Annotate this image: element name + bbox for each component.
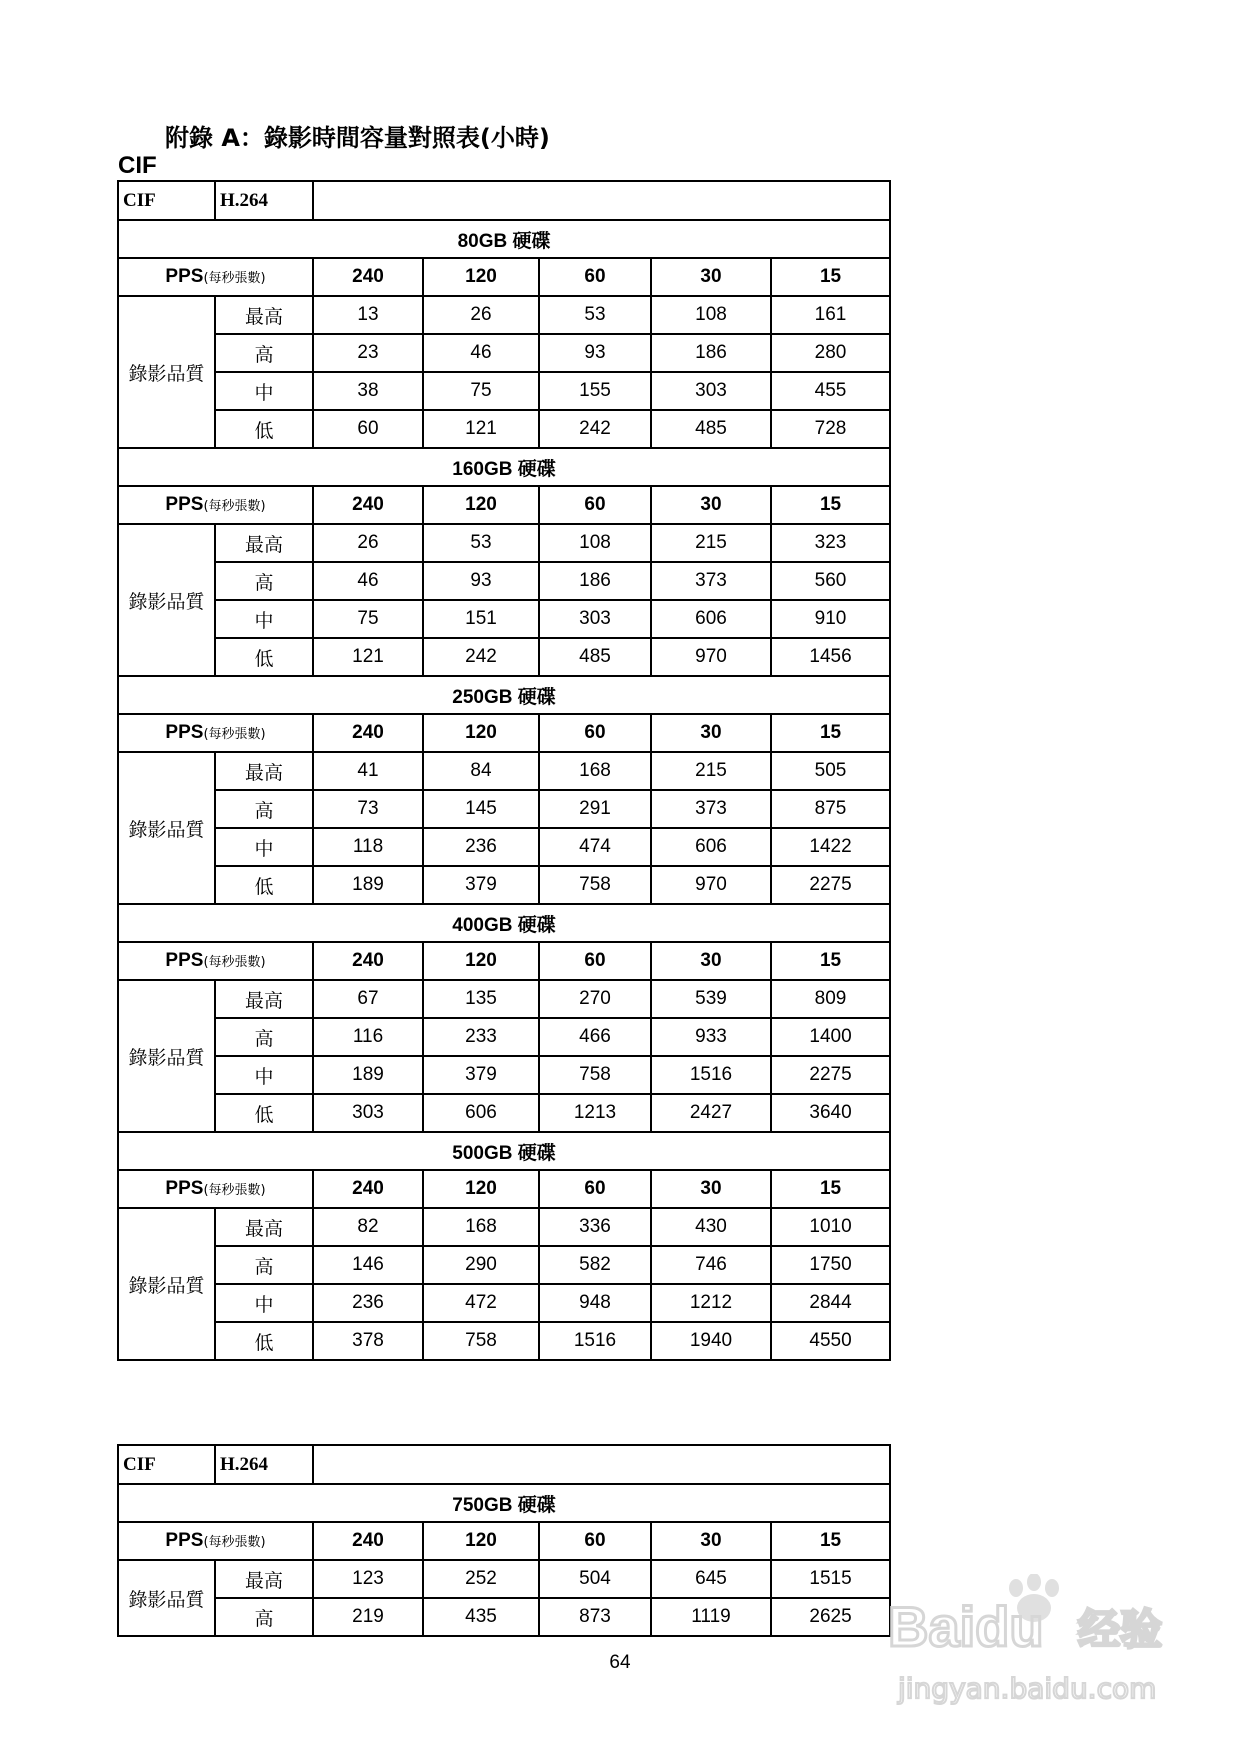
baidu-jingyan-watermark xyxy=(888,1574,1188,1724)
pps-sub-label: (每秒張數) xyxy=(203,1183,266,1198)
watermark-url: jingyan.baidu.com xyxy=(898,1672,1157,1705)
hours-cell: 539 xyxy=(651,980,771,1018)
hours-cell: 215 xyxy=(651,524,771,562)
quality-level: 低 xyxy=(215,1094,313,1132)
pps-value: 30 xyxy=(651,714,771,752)
quality-row xyxy=(118,980,890,1018)
hours-cell: 758 xyxy=(423,1322,539,1360)
quality-level: 中 xyxy=(215,1284,313,1322)
recording-time-table-2 xyxy=(117,1444,891,1637)
hours-cell: 485 xyxy=(651,410,771,448)
hours-cell: 2275 xyxy=(771,1056,890,1094)
hours-cell: 2275 xyxy=(771,866,890,904)
pps-row xyxy=(118,942,890,980)
pps-label xyxy=(118,258,313,296)
pps-label xyxy=(118,1170,313,1208)
hours-cell: 155 xyxy=(539,372,651,410)
hours-cell: 582 xyxy=(539,1246,651,1284)
pps-value: 15 xyxy=(771,1522,890,1560)
hours-cell: 161 xyxy=(771,296,890,334)
pps-value: 15 xyxy=(771,258,890,296)
hours-cell: 215 xyxy=(651,752,771,790)
hours-cell: 75 xyxy=(423,372,539,410)
codec-label: H.264 xyxy=(215,1445,313,1484)
hours-cell: 236 xyxy=(313,1284,423,1322)
hours-cell: 242 xyxy=(539,410,651,448)
hours-cell: 970 xyxy=(651,866,771,904)
pps-value: 60 xyxy=(539,1522,651,1560)
pps-value: 120 xyxy=(423,258,539,296)
pps-sub-label: (每秒張數) xyxy=(203,271,266,286)
pps-label-text: PPS xyxy=(165,266,204,287)
hours-cell: 303 xyxy=(539,600,651,638)
pps-value: 15 xyxy=(771,486,890,524)
quality-level: 高 xyxy=(215,1018,313,1056)
hours-cell: 1516 xyxy=(651,1056,771,1094)
quality-level: 高 xyxy=(215,790,313,828)
quality-row xyxy=(118,866,890,904)
codec-header-blank xyxy=(313,1445,890,1484)
pps-value: 120 xyxy=(423,714,539,752)
pps-value: 240 xyxy=(313,486,423,524)
hours-cell: 93 xyxy=(539,334,651,372)
hours-cell: 606 xyxy=(651,600,771,638)
hours-cell: 75 xyxy=(313,600,423,638)
hours-cell: 645 xyxy=(651,1560,771,1598)
hours-cell: 323 xyxy=(771,524,890,562)
capacity-row xyxy=(118,904,890,942)
capacity-row xyxy=(118,448,890,486)
pps-label-text: PPS xyxy=(165,950,204,971)
pps-label xyxy=(118,1522,313,1560)
capacity-heading: 80GB 硬碟 xyxy=(118,220,890,258)
pps-value: 30 xyxy=(651,1170,771,1208)
codec-header-blank xyxy=(313,181,890,220)
hours-cell: 82 xyxy=(313,1208,423,1246)
capacity-heading: 400GB 硬碟 xyxy=(118,904,890,942)
quality-level: 低 xyxy=(215,1322,313,1360)
pps-sub-label: (每秒張數) xyxy=(203,727,266,742)
hours-cell: 236 xyxy=(423,828,539,866)
hours-cell: 378 xyxy=(313,1322,423,1360)
pps-sub-label: (每秒張數) xyxy=(203,1535,266,1550)
hours-cell: 435 xyxy=(423,1598,539,1636)
quality-label: 錄影品質 xyxy=(118,524,215,676)
hours-cell: 233 xyxy=(423,1018,539,1056)
hours-cell: 430 xyxy=(651,1208,771,1246)
pps-value: 30 xyxy=(651,258,771,296)
hours-cell: 1119 xyxy=(651,1598,771,1636)
hours-cell: 219 xyxy=(313,1598,423,1636)
quality-row xyxy=(118,828,890,866)
quality-row xyxy=(118,790,890,828)
pps-row xyxy=(118,258,890,296)
hours-cell: 472 xyxy=(423,1284,539,1322)
hours-cell: 13 xyxy=(313,296,423,334)
hours-cell: 146 xyxy=(313,1246,423,1284)
hours-cell: 746 xyxy=(651,1246,771,1284)
quality-row xyxy=(118,1094,890,1132)
hours-cell: 252 xyxy=(423,1560,539,1598)
capacity-row xyxy=(118,676,890,714)
hours-cell: 291 xyxy=(539,790,651,828)
hours-cell: 379 xyxy=(423,866,539,904)
pps-value: 30 xyxy=(651,1522,771,1560)
hours-cell: 505 xyxy=(771,752,890,790)
codec-header-row xyxy=(118,1445,890,1484)
pps-label-text: PPS xyxy=(165,1530,204,1551)
hours-cell: 466 xyxy=(539,1018,651,1056)
capacity-heading: 750GB 硬碟 xyxy=(118,1484,890,1522)
quality-row xyxy=(118,1018,890,1056)
hours-cell: 189 xyxy=(313,1056,423,1094)
pps-row xyxy=(118,714,890,752)
hours-cell: 1515 xyxy=(771,1560,890,1598)
quality-row xyxy=(118,638,890,676)
pps-label xyxy=(118,942,313,980)
pps-value: 60 xyxy=(539,1170,651,1208)
pps-value: 120 xyxy=(423,942,539,980)
hours-cell: 373 xyxy=(651,562,771,600)
quality-row xyxy=(118,600,890,638)
quality-label: 錄影品質 xyxy=(118,752,215,904)
resolution-label: CIF xyxy=(118,1445,215,1484)
hours-cell: 606 xyxy=(423,1094,539,1132)
pps-value: 240 xyxy=(313,942,423,980)
quality-level: 最高 xyxy=(215,296,313,334)
pps-value: 30 xyxy=(651,486,771,524)
pps-label xyxy=(118,486,313,524)
pps-value: 240 xyxy=(313,1522,423,1560)
hours-cell: 504 xyxy=(539,1560,651,1598)
capacity-row xyxy=(118,220,890,258)
pps-value: 60 xyxy=(539,258,651,296)
quality-row xyxy=(118,1322,890,1360)
hours-cell: 379 xyxy=(423,1056,539,1094)
pps-value: 60 xyxy=(539,714,651,752)
hours-cell: 1010 xyxy=(771,1208,890,1246)
pps-value: 15 xyxy=(771,942,890,980)
hours-cell: 1516 xyxy=(539,1322,651,1360)
pps-value: 120 xyxy=(423,1522,539,1560)
capacity-heading: 160GB 硬碟 xyxy=(118,448,890,486)
pps-value: 15 xyxy=(771,714,890,752)
quality-level: 中 xyxy=(215,1056,313,1094)
capacity-row xyxy=(118,1484,890,1522)
quality-row xyxy=(118,296,890,334)
hours-cell: 53 xyxy=(423,524,539,562)
hours-cell: 118 xyxy=(313,828,423,866)
hours-cell: 73 xyxy=(313,790,423,828)
hours-cell: 1213 xyxy=(539,1094,651,1132)
pps-sub-label: (每秒張數) xyxy=(203,499,266,514)
quality-level: 低 xyxy=(215,410,313,448)
hours-cell: 809 xyxy=(771,980,890,1018)
hours-cell: 53 xyxy=(539,296,651,334)
pps-label-text: PPS xyxy=(165,494,204,515)
resolution-label: CIF xyxy=(118,181,215,220)
hours-cell: 46 xyxy=(313,562,423,600)
pps-value: 120 xyxy=(423,486,539,524)
hours-cell: 758 xyxy=(539,866,651,904)
quality-level: 低 xyxy=(215,866,313,904)
hours-cell: 93 xyxy=(423,562,539,600)
pps-value: 240 xyxy=(313,258,423,296)
quality-row xyxy=(118,334,890,372)
page-title: 附錄 A：錄影時間容量對照表(小時) xyxy=(165,124,550,152)
hours-cell: 151 xyxy=(423,600,539,638)
hours-cell: 485 xyxy=(539,638,651,676)
hours-cell: 1422 xyxy=(771,828,890,866)
hours-cell: 121 xyxy=(313,638,423,676)
quality-row xyxy=(118,752,890,790)
hours-cell: 336 xyxy=(539,1208,651,1246)
quality-row xyxy=(118,1208,890,1246)
hours-cell: 560 xyxy=(771,562,890,600)
quality-level: 最高 xyxy=(215,524,313,562)
hours-cell: 26 xyxy=(423,296,539,334)
hours-cell: 970 xyxy=(651,638,771,676)
hours-cell: 474 xyxy=(539,828,651,866)
quality-level: 高 xyxy=(215,1598,313,1636)
hours-cell: 4550 xyxy=(771,1322,890,1360)
hours-cell: 280 xyxy=(771,334,890,372)
hours-cell: 2625 xyxy=(771,1598,890,1636)
pps-label-text: PPS xyxy=(165,722,204,743)
quality-level: 高 xyxy=(215,334,313,372)
hours-cell: 108 xyxy=(651,296,771,334)
hours-cell: 933 xyxy=(651,1018,771,1056)
hours-cell: 186 xyxy=(651,334,771,372)
hours-cell: 948 xyxy=(539,1284,651,1322)
watermark-suffix: 经验 xyxy=(1078,1605,1163,1654)
quality-row xyxy=(118,372,890,410)
page-number: 64 xyxy=(609,1652,631,1673)
hours-cell: 1456 xyxy=(771,638,890,676)
hours-cell: 1750 xyxy=(771,1246,890,1284)
hours-cell: 46 xyxy=(423,334,539,372)
hours-cell: 84 xyxy=(423,752,539,790)
pps-value: 120 xyxy=(423,1170,539,1208)
quality-level: 最高 xyxy=(215,1560,313,1598)
hours-cell: 455 xyxy=(771,372,890,410)
hours-cell: 26 xyxy=(313,524,423,562)
hours-cell: 186 xyxy=(539,562,651,600)
pps-row xyxy=(118,1170,890,1208)
hours-cell: 168 xyxy=(423,1208,539,1246)
quality-level: 高 xyxy=(215,1246,313,1284)
quality-label: 錄影品質 xyxy=(118,1208,215,1360)
hours-cell: 38 xyxy=(313,372,423,410)
quality-row xyxy=(118,1560,890,1598)
hours-cell: 303 xyxy=(651,372,771,410)
quality-level: 低 xyxy=(215,638,313,676)
quality-level: 最高 xyxy=(215,980,313,1018)
hours-cell: 270 xyxy=(539,980,651,1018)
pps-row xyxy=(118,486,890,524)
quality-label: 錄影品質 xyxy=(118,296,215,448)
pps-value: 30 xyxy=(651,942,771,980)
hours-cell: 1400 xyxy=(771,1018,890,1056)
hours-cell: 135 xyxy=(423,980,539,1018)
hours-cell: 373 xyxy=(651,790,771,828)
hours-cell: 3640 xyxy=(771,1094,890,1132)
hours-cell: 60 xyxy=(313,410,423,448)
hours-cell: 728 xyxy=(771,410,890,448)
section-label: CIF xyxy=(118,152,157,179)
quality-level: 中 xyxy=(215,600,313,638)
codec-label: H.264 xyxy=(215,181,313,220)
pps-sub-label: (每秒張數) xyxy=(203,955,266,970)
quality-row xyxy=(118,1598,890,1636)
hours-cell: 290 xyxy=(423,1246,539,1284)
hours-cell: 2427 xyxy=(651,1094,771,1132)
hours-cell: 758 xyxy=(539,1056,651,1094)
hours-cell: 910 xyxy=(771,600,890,638)
capacity-heading: 250GB 硬碟 xyxy=(118,676,890,714)
hours-cell: 2844 xyxy=(771,1284,890,1322)
hours-cell: 168 xyxy=(539,752,651,790)
quality-level: 中 xyxy=(215,372,313,410)
hours-cell: 123 xyxy=(313,1560,423,1598)
hours-cell: 23 xyxy=(313,334,423,372)
quality-level: 最高 xyxy=(215,752,313,790)
quality-row xyxy=(118,1056,890,1094)
hours-cell: 41 xyxy=(313,752,423,790)
hours-cell: 606 xyxy=(651,828,771,866)
quality-label: 錄影品質 xyxy=(118,1560,215,1636)
watermark-brand: Baidu xyxy=(888,1595,1044,1658)
hours-cell: 116 xyxy=(313,1018,423,1056)
hours-cell: 145 xyxy=(423,790,539,828)
hours-cell: 1940 xyxy=(651,1322,771,1360)
hours-cell: 1212 xyxy=(651,1284,771,1322)
quality-row xyxy=(118,524,890,562)
quality-level: 高 xyxy=(215,562,313,600)
pps-label xyxy=(118,714,313,752)
quality-label: 錄影品質 xyxy=(118,980,215,1132)
quality-row xyxy=(118,1284,890,1322)
pps-row xyxy=(118,1522,890,1560)
capacity-heading: 500GB 硬碟 xyxy=(118,1132,890,1170)
hours-cell: 121 xyxy=(423,410,539,448)
pps-value: 60 xyxy=(539,486,651,524)
hours-cell: 242 xyxy=(423,638,539,676)
pps-value: 240 xyxy=(313,714,423,752)
capacity-row xyxy=(118,1132,890,1170)
pps-value: 60 xyxy=(539,942,651,980)
hours-cell: 67 xyxy=(313,980,423,1018)
quality-row xyxy=(118,1246,890,1284)
pps-value: 15 xyxy=(771,1170,890,1208)
recording-time-table-1 xyxy=(117,180,891,1361)
pps-label-text: PPS xyxy=(165,1178,204,1199)
quality-row xyxy=(118,562,890,600)
quality-row xyxy=(118,410,890,448)
hours-cell: 875 xyxy=(771,790,890,828)
codec-header-row xyxy=(118,181,890,220)
pps-value: 240 xyxy=(313,1170,423,1208)
hours-cell: 189 xyxy=(313,866,423,904)
quality-level: 中 xyxy=(215,828,313,866)
quality-level: 最高 xyxy=(215,1208,313,1246)
hours-cell: 873 xyxy=(539,1598,651,1636)
hours-cell: 108 xyxy=(539,524,651,562)
hours-cell: 303 xyxy=(313,1094,423,1132)
